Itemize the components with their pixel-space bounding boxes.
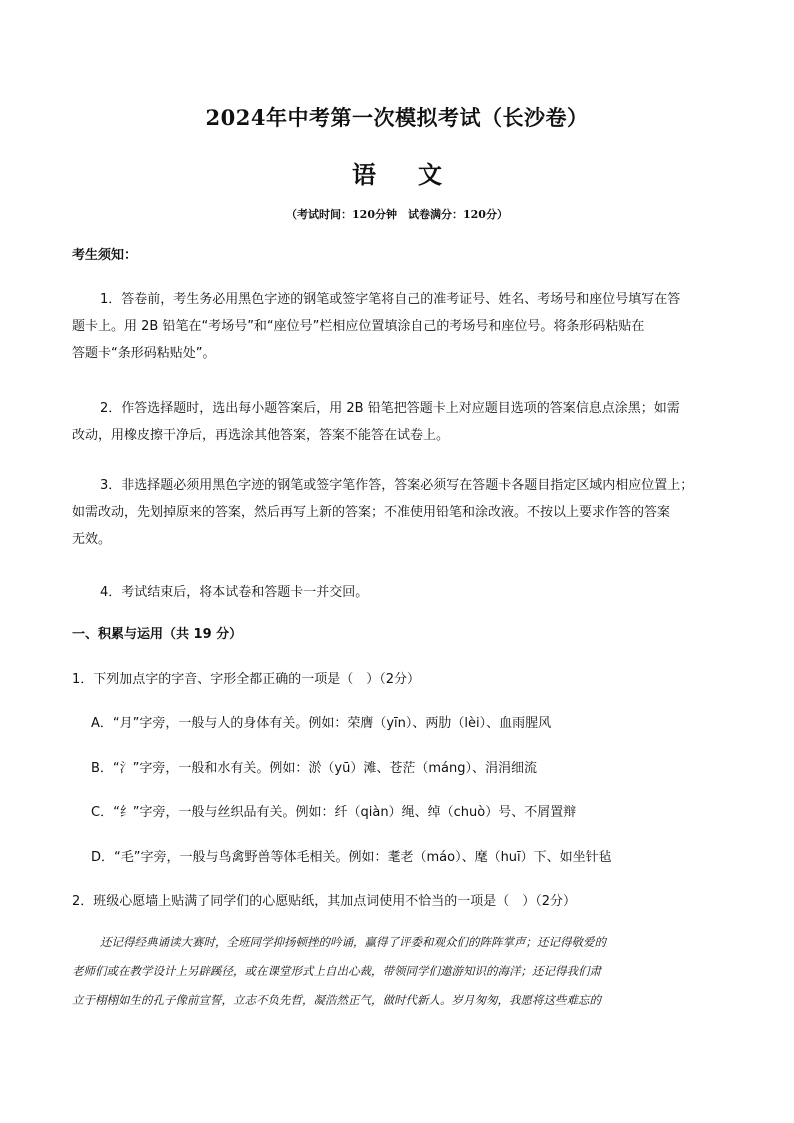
section-1-heading: 一、积累与运用（共 19 分） [72,627,243,642]
question-1-option-d: D．“毛”字旁，一般与鸟禽野兽等体毛相关。例如：耄老（máo）、麾（huī）下、如坐针毡 [91,850,612,865]
question-2-stem: 2．班级心愿墙上贴满了同学们的心愿贴纸，其加点词使用不恰当的一项是（ ）（2分） [72,894,577,909]
question-1-option-c: C．“纟”字旁，一般与丝织品有关。例如：纤（qiàn）绳、绰（chuò）号、不屑置辩 [91,805,577,820]
passage-line-2: 老师们或在教学设计上另辟蹊径，或在课堂形式上自出心裁，带领同学们遨游知识的海洋；还记得我们肃 [72,964,601,978]
question-1-option-b: B．“氵”字旁，一般和水有关。例如：淤（yū）滩、苍茫（máng）、涓涓细流 [91,761,537,776]
notice-item-1 [72,286,680,367]
notice-item-3-line-3: 无效。 [72,532,112,547]
notice-item-3-line-1: 3．非选择题必须用黑色字迹的钢笔或签字笔作答，答案必须写在答题卡各题目指定区域内相应位置上； [100,478,694,493]
subject-title: 语文 [352,160,484,189]
question-1-stem: 1．下列加点字的字音、字形全都正确的一项是（ ）（2分） [72,672,421,687]
notice-heading: 考生须知： [72,248,138,263]
notice-item-1-line-2: 题卡上。用 2B 铅笔在“考场号”和“座位号”栏相应位置填涂自己的考场号和座位号。将条形码粘贴在 [72,319,645,334]
notice-item-2 [72,395,680,449]
exam-title: 2024年中考第一次模拟考试（长沙卷） [205,105,589,130]
question-1-option-a: A．“月”字旁，一般与人的身体有关。例如：荣膺（yīn）、两肋（lèi）、血雨腥风 [91,716,552,731]
question-2-passage [72,928,606,1015]
notice-item-1-line-3: 答题卡“条形码粘贴处”。 [72,346,216,361]
notice-item-2-line-1: 2．作答选择题时，选出每小题答案后，用 2B 铅笔把答题卡上对应题目选项的答案信息点涂黑；如需 [100,401,680,416]
notice-item-4 [72,579,368,606]
passage-line-3: 立于栩栩如生的孔子像前宣誓，立志不负先哲，凝浩然正气，做时代新人。岁月匆匆，我愿将这些难忘的 [72,993,601,1007]
notice-item-3-line-2: 如需改动，先划掉原来的答案，然后再写上新的答案；不准使用铅笔和涂改液。不按以上要求作答的答案 [72,505,671,520]
notice-item-2-line-2: 改动，用橡皮擦干净后，再选涂其他答案，答案不能答在试卷上。 [72,428,450,443]
notice-item-4-line-1: 4．考试结束后，将本试卷和答题卡一并交回。 [100,585,369,600]
passage-line-1: 还记得经典诵读大赛时，全班同学抑扬顿挫的吟诵，赢得了评委和观众们的阵阵掌声；还记得敬爱的 [100,935,606,949]
notice-item-3 [72,472,693,553]
exam-info: （考试时间：120分钟 试卷满分：120分） [286,208,508,221]
notice-item-1-line-1: 1．答卷前，考生务必用黑色字迹的钢笔或签字笔将自己的准考证号、姓名、考场号和座位号填写在答 [100,292,681,307]
